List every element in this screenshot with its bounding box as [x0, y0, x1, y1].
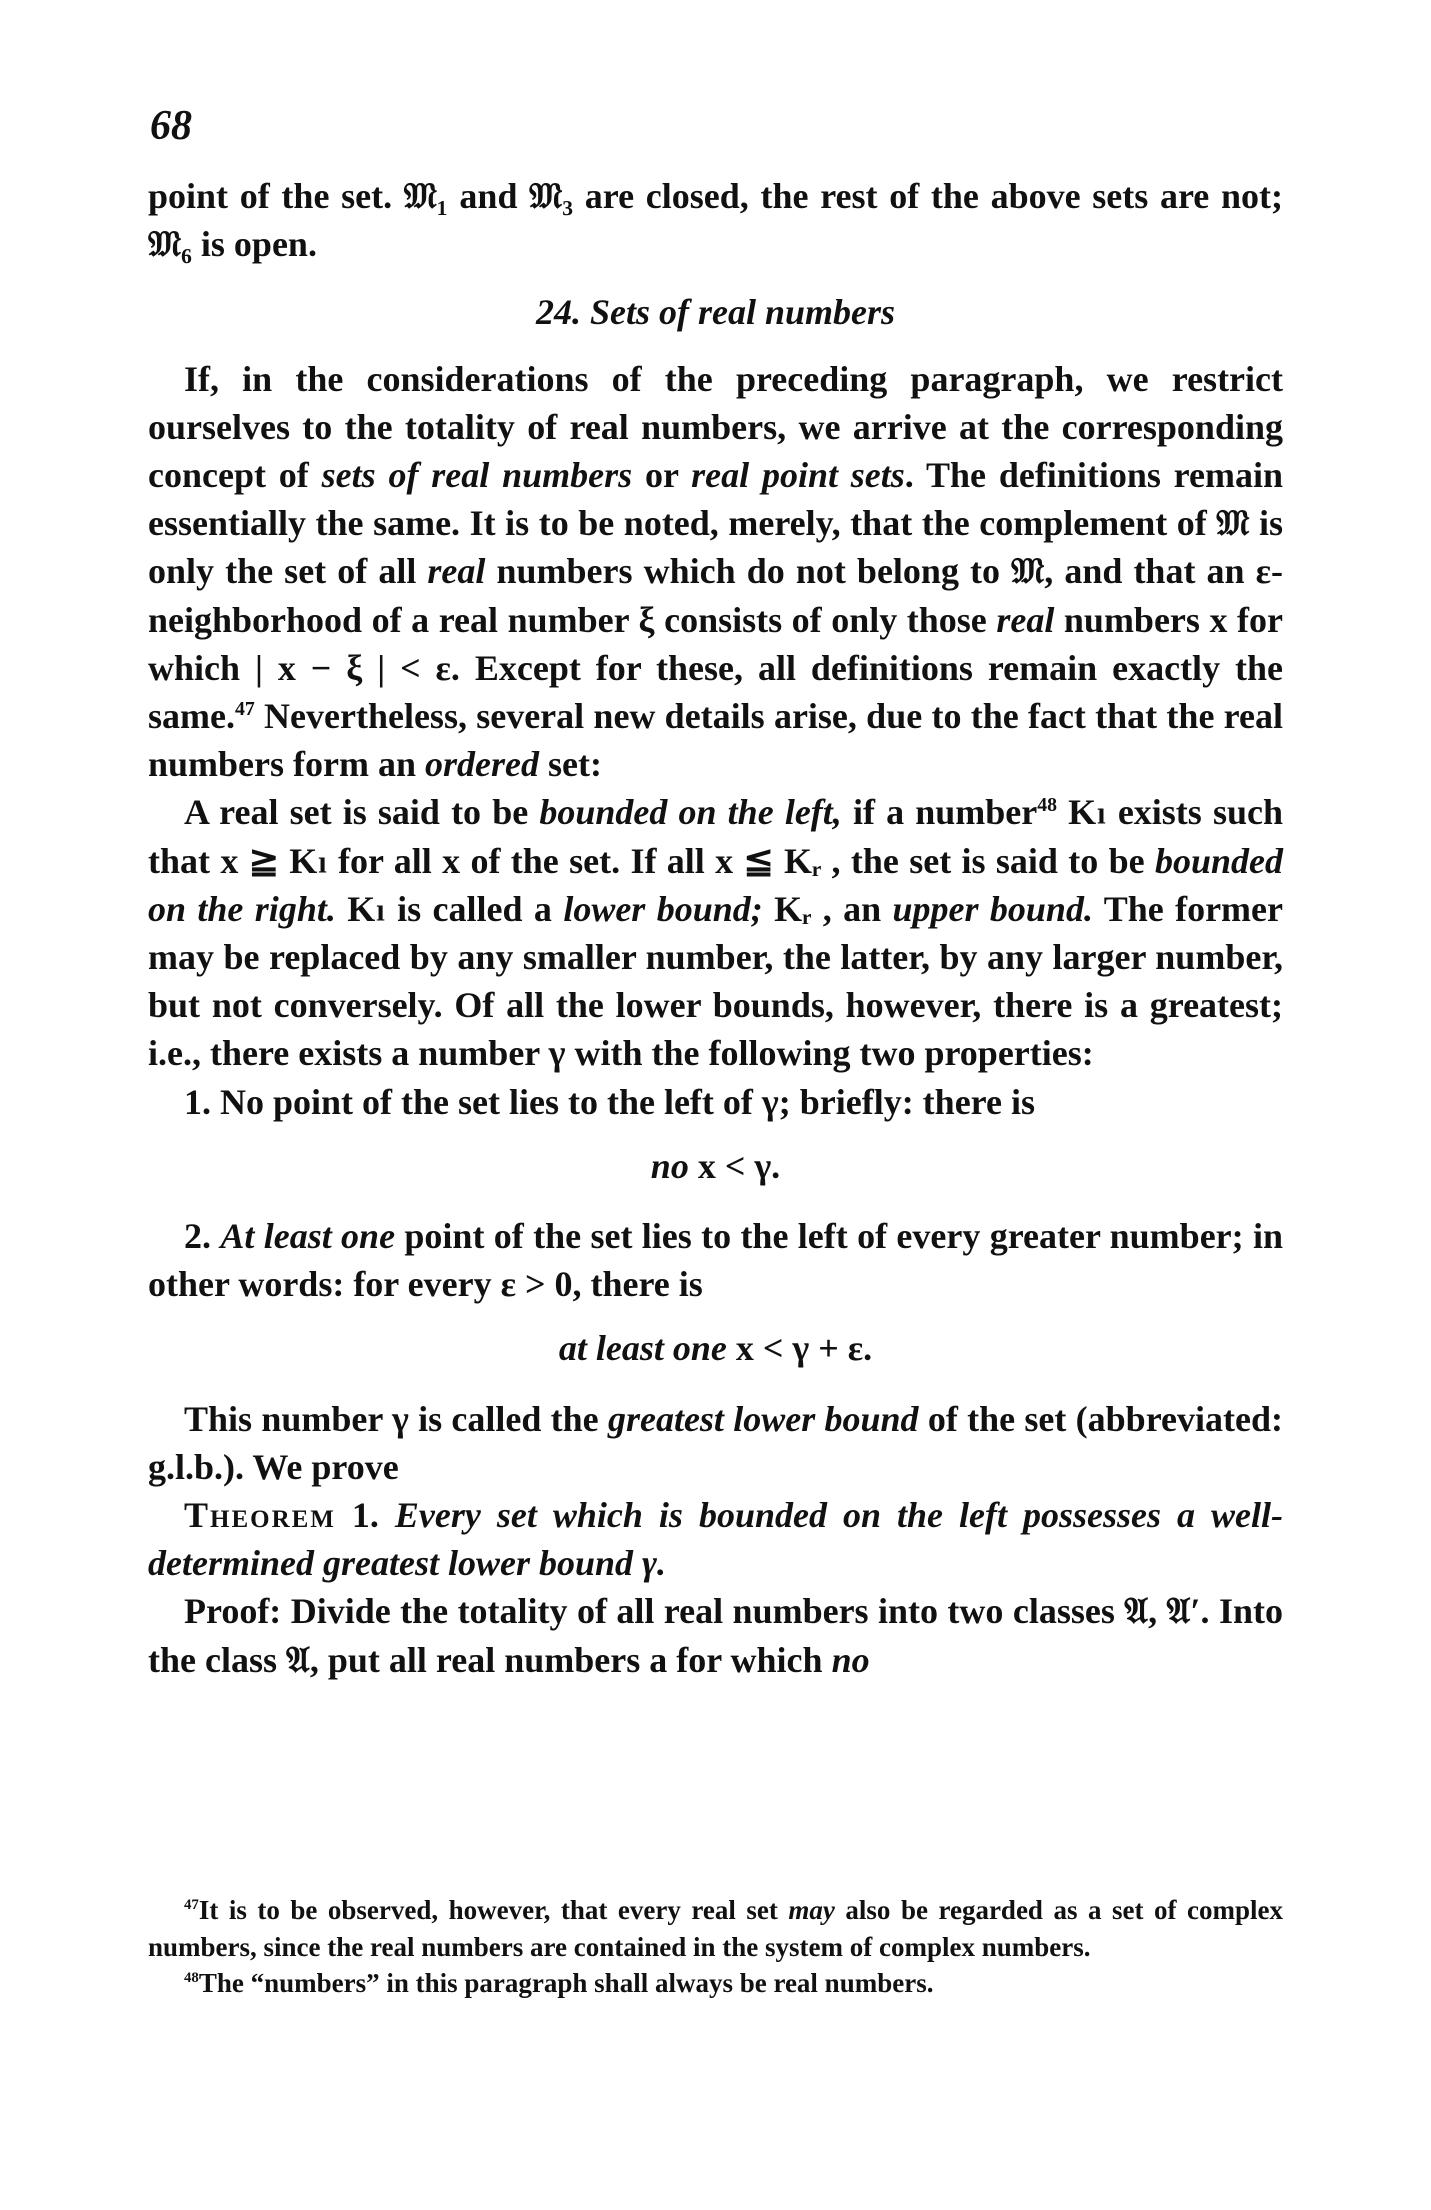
footnote-ref-48: 48 — [1037, 794, 1058, 817]
property-2: 2. At least one point of the set lies to the left of every greater number; in other words: for every ε > 0, there is — [148, 1216, 1284, 1305]
footnote-47: $^{47}$It is to be observed, however, that every real set may also be regarded as a set of complex numbers, since the real numbers are contained in the system of complex numbers. — [148, 1895, 1283, 1962]
paragraph-2: A real set is said to be bounded on the left, if a number$^{48}$ Kₗ exists such that x ≧ Kₗ for all x of the set. If all x ≦ Kᵣ , the set is said to be bounded on the right. Kₗ is called a lower bound; Kᵣ , an upper bound. The former may be replaced by any smaller number, the latter, by any larger number, but not conversely. Of all the lower bounds, however, there is a greatest; i.e., there exists a number γ with the following two properties: — [148, 792, 1284, 1074]
theorem-statement: Every set which is bounded on the left possesses a well-determined greatest lower bound γ. — [148, 1495, 1283, 1584]
section-heading: 24. Sets of real numbers — [535, 292, 896, 333]
paragraph-3: This number γ is called the greatest lower bound of the set (abbreviated: g.l.b.). We prove — [148, 1398, 1283, 1487]
main-text — [148, 172, 1283, 1684]
paragraph-1: If, in the considerations of the preceding paragraph, we restrict ourselves to the totality of real numbers, we arrive at the corresponding concept of sets of real numbers or real point sets. The definitions remain essentially the same. It is to be noted, merely, that the complement of 𝔐 is only the set of all real numbers which do not belong to 𝔐, and that an ε-neighborhood of a real number ξ consists of only those real numbers x for which | x − ξ | < ε. Except for these, all definitions remain exactly the same.$^{47}$ Nevertheless, several new details arise, due to the fact that the real numbers form an ordered set: — [148, 358, 1284, 785]
footnote-48: $^{48}$The “numbers” in this paragraph shall always be real numbers. — [184, 1968, 934, 1998]
intro-paragraph: point of the set. 𝔐₁ and 𝔐₃ are closed, the rest of the above sets are not; 𝔐₆ is open. — [148, 176, 1283, 265]
property-1: 1. No point of the set lies to the left of γ; briefly: there is — [184, 1081, 1035, 1122]
theorem-1: Theorem 1. Every set which is bounded on the left possesses a well-determined greatest lower bound γ. — [148, 1495, 1283, 1584]
proof-paragraph: Proof: Divide the totality of all real numbers into two classes 𝔄, 𝔄′. Into the class 𝔄, put all real numbers a for which no — [148, 1591, 1283, 1680]
theorem-label: Theorem — [184, 1495, 336, 1536]
display-formula-2: at least one x < γ + ε. — [558, 1328, 873, 1369]
page-number: 68 — [150, 103, 192, 149]
footnotes — [148, 1892, 1283, 2002]
display-formula-1: no x < γ. — [650, 1145, 781, 1186]
footnote-ref-47: 47 — [234, 698, 255, 721]
